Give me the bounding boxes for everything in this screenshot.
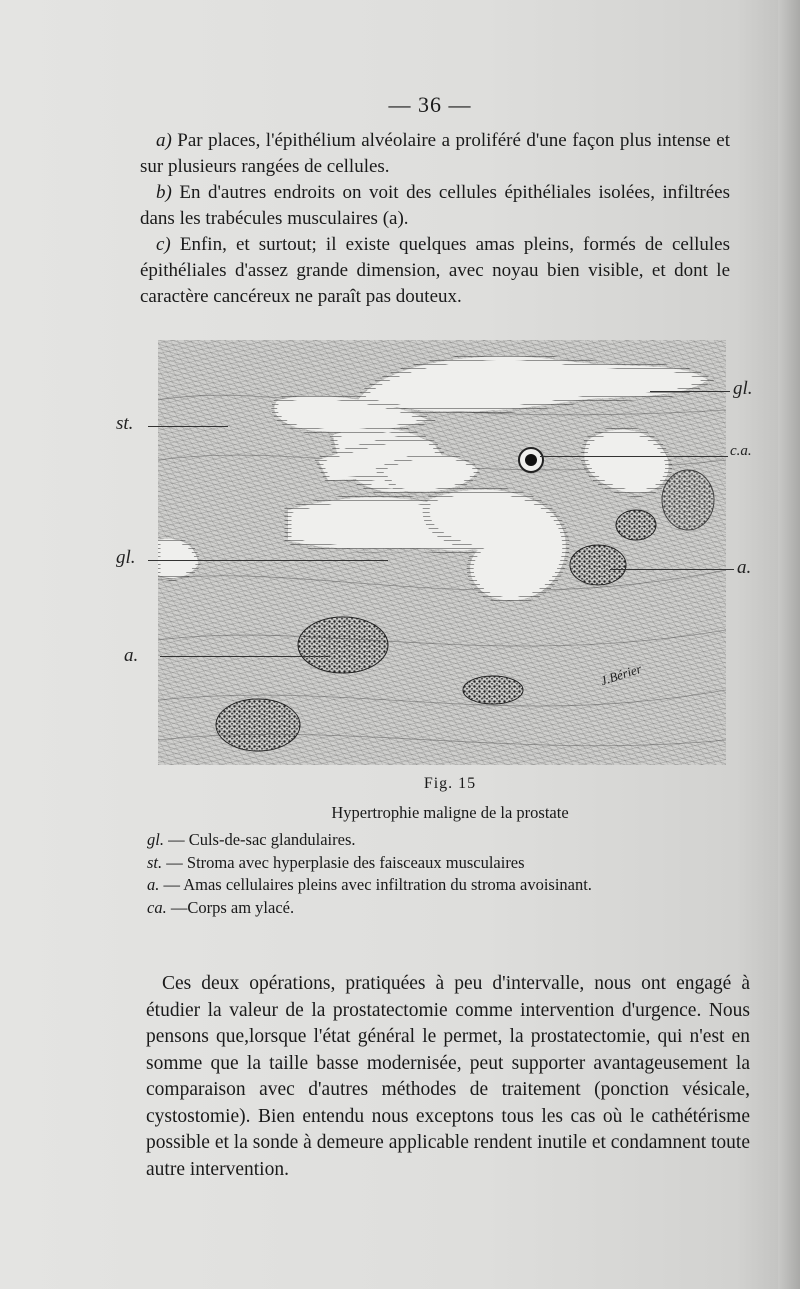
figure-legend xyxy=(147,829,747,919)
leader-st-left xyxy=(148,426,228,427)
body-paragraph: Ces deux opérations, pratiquées à peu d'intervalle, nous ont engagé à étudier la valeur de la prostatectomie comme intervention d'urgence. Nous pensons que,lorsque l'état général le permet, la prostatectomie, qui n'est en somme que la taille basse modernisée, peut supporter avantageusement la comparaison avec d'autres méthodes de traitement (ponction vésicale, cystostomie). Bien entendu nous exceptons tous les cas où le cathétérisme possible et la sonde à demeure applicable rendent inutile et condamnent toute autre intervention. xyxy=(146,973,750,1180)
legend-text: —Corps am ylacé. xyxy=(166,897,295,917)
paragraph-a xyxy=(140,128,730,180)
leader-ca-right xyxy=(540,456,728,457)
top-text-block xyxy=(140,128,730,310)
legend-row-st xyxy=(147,852,747,875)
paragraph-c-label: c) xyxy=(156,234,171,255)
illustrator-signature: J.Bérier xyxy=(598,660,644,689)
figure-caption-title: Fig. 15 xyxy=(423,775,477,792)
leader-gl-right xyxy=(650,391,730,392)
illustration-drawing xyxy=(158,340,726,765)
paragraph-a-label: a) xyxy=(156,130,172,151)
page-edge-shadow xyxy=(778,0,800,1289)
label-a-left: a. xyxy=(124,645,139,666)
histology-illustration xyxy=(158,340,726,765)
figure-caption-subtitle: Hypertrophie maligne de la prostate xyxy=(331,803,569,822)
legend-row-ca xyxy=(147,897,747,920)
label-gl-left: gl. xyxy=(116,547,136,568)
legend-text: — Culs-de-sac glandulaires. xyxy=(163,830,356,849)
legend-row-gl xyxy=(147,829,747,852)
label-a-right: a. xyxy=(737,557,752,578)
paragraph-b-text: En d'autres endroits on voit des cellules épithéliales isolées, infiltrées dans les trabécules musculaires (a). xyxy=(140,182,730,229)
leader-gl-left xyxy=(148,560,388,561)
legend-key: a. xyxy=(147,875,160,894)
label-gl-right: gl. xyxy=(733,378,753,399)
leader-a-left xyxy=(160,656,330,657)
paragraph-b-label: b) xyxy=(156,182,172,203)
legend-text: — Stroma avec hyperplasie des faisceaux musculaires xyxy=(162,852,525,872)
page-number: — 36 — xyxy=(388,92,472,117)
legend-row-a xyxy=(147,874,747,897)
corpus-amylaceum xyxy=(519,448,543,472)
bottom-text-block xyxy=(146,971,750,1183)
paragraph-c-text: Enfin, et surtout; il existe quelques amas pleins, formés de cellules épithéliales d'assez grande dimension, avec noyau bien visible, et dont le caractère cancéreux ne paraît pas douteux. xyxy=(140,234,730,307)
paragraph-c xyxy=(140,232,730,310)
legend-key: gl. xyxy=(147,830,164,849)
paragraph-a-text: Par places, l'épithélium alvéolaire a proliféré d'une façon plus intense et sur plusieurs rangées de cellules. xyxy=(140,130,730,177)
label-st-left: st. xyxy=(116,413,134,434)
legend-key: ca. xyxy=(147,897,167,917)
legend-key: st. xyxy=(147,852,163,872)
leader-a-right xyxy=(610,569,734,570)
legend-text: — Amas cellulaires pleins avec infiltration du stroma avoisinant. xyxy=(159,875,592,894)
label-ca-right: c.a. xyxy=(730,443,752,459)
paragraph-b xyxy=(140,180,730,232)
